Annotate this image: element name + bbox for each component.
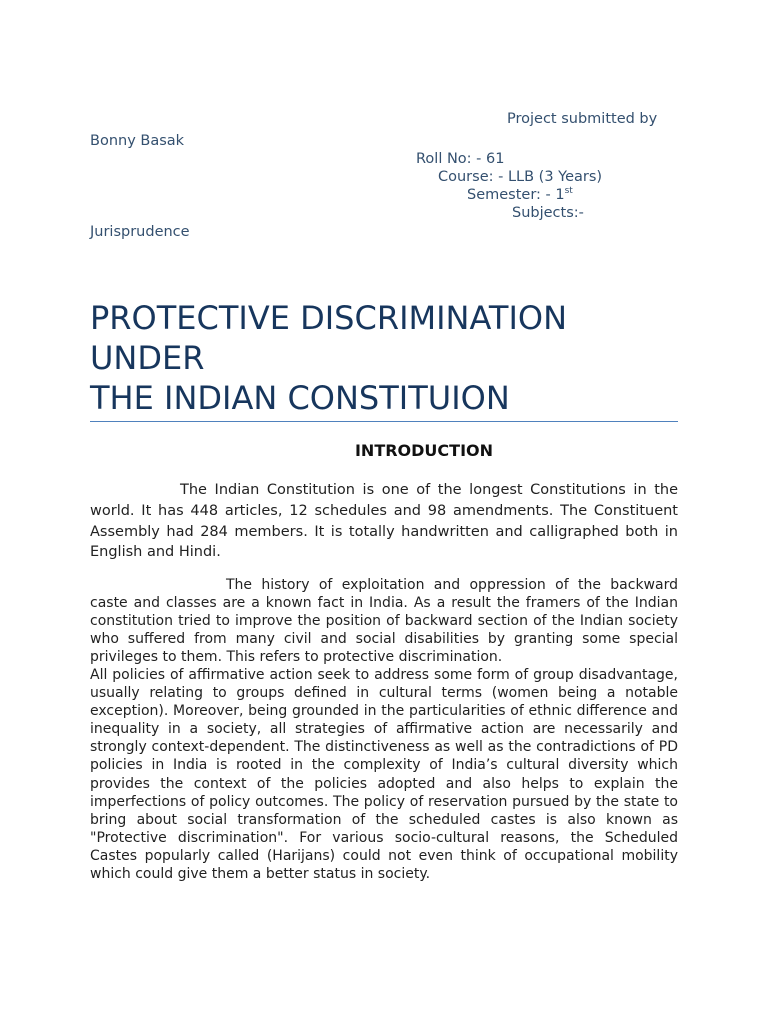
roll-number: Roll No: - 61 xyxy=(416,151,505,167)
subject-value: Jurisprudence xyxy=(90,224,190,240)
course: Course: - LLB (3 Years) xyxy=(438,169,603,185)
semester-superscript: st xyxy=(564,186,573,197)
paragraph-2: The history of exploitation and oppression of the backward caste and classes are a known fact in India. As a result the framers of the Indian constitution tried to improve the position of backward section of the Indian society who suffered from many civil and social disabilities by granting some special privileges to them. This refers to protective discrimination. xyxy=(90,577,678,666)
title-line-1: PROTECTIVE DISCRIMINATION xyxy=(90,299,567,337)
introduction-heading: INTRODUCTION xyxy=(354,441,494,460)
semester-text: Semester: - 1 xyxy=(467,187,565,203)
semester xyxy=(467,186,573,204)
document-title xyxy=(90,298,690,418)
submitted-by-label: Project submitted by xyxy=(507,111,658,127)
paragraph-3: All policies of affirmative action seek to address some form of group disadvantage, usually relating to groups defined in cultural terms (women being a notable exception). Moreover, being grounded in the particularities of ethnic difference and inequality in a society, all strategies of affirmative action are necessarily and strongly context-dependent. The distinctiveness as well as the contradictions of PD policies in India is rooted in the complexity of India’s cultural diversity which provides the context of the policies adopted and also helps to explain the imperfections of policy outcomes. The policy of reservation pursued by the state to bring about social transformation of the scheduled castes is also known as "Protective discrimination". For various socio-cultural reasons, the Scheduled Castes popularly called (Harijans) could not even think of occupational mobility which could give them a better status in society. xyxy=(90,667,678,883)
subjects-label: Subjects:- xyxy=(512,205,584,221)
student-name: Bonny Basak xyxy=(90,133,185,149)
paragraph-1: The Indian Constitution is one of the longest Constitutions in the world. It has 448 articles, 12 schedules and 98 amendments. The Constituent Assembly had 284 members. It is totally handwritten and calligraphed both in English and Hindi. xyxy=(90,482,678,561)
title-line-3: THE INDIAN CONSTITUION xyxy=(90,379,510,417)
title-underline-divider xyxy=(90,421,678,422)
title-line-2: UNDER xyxy=(90,339,205,377)
